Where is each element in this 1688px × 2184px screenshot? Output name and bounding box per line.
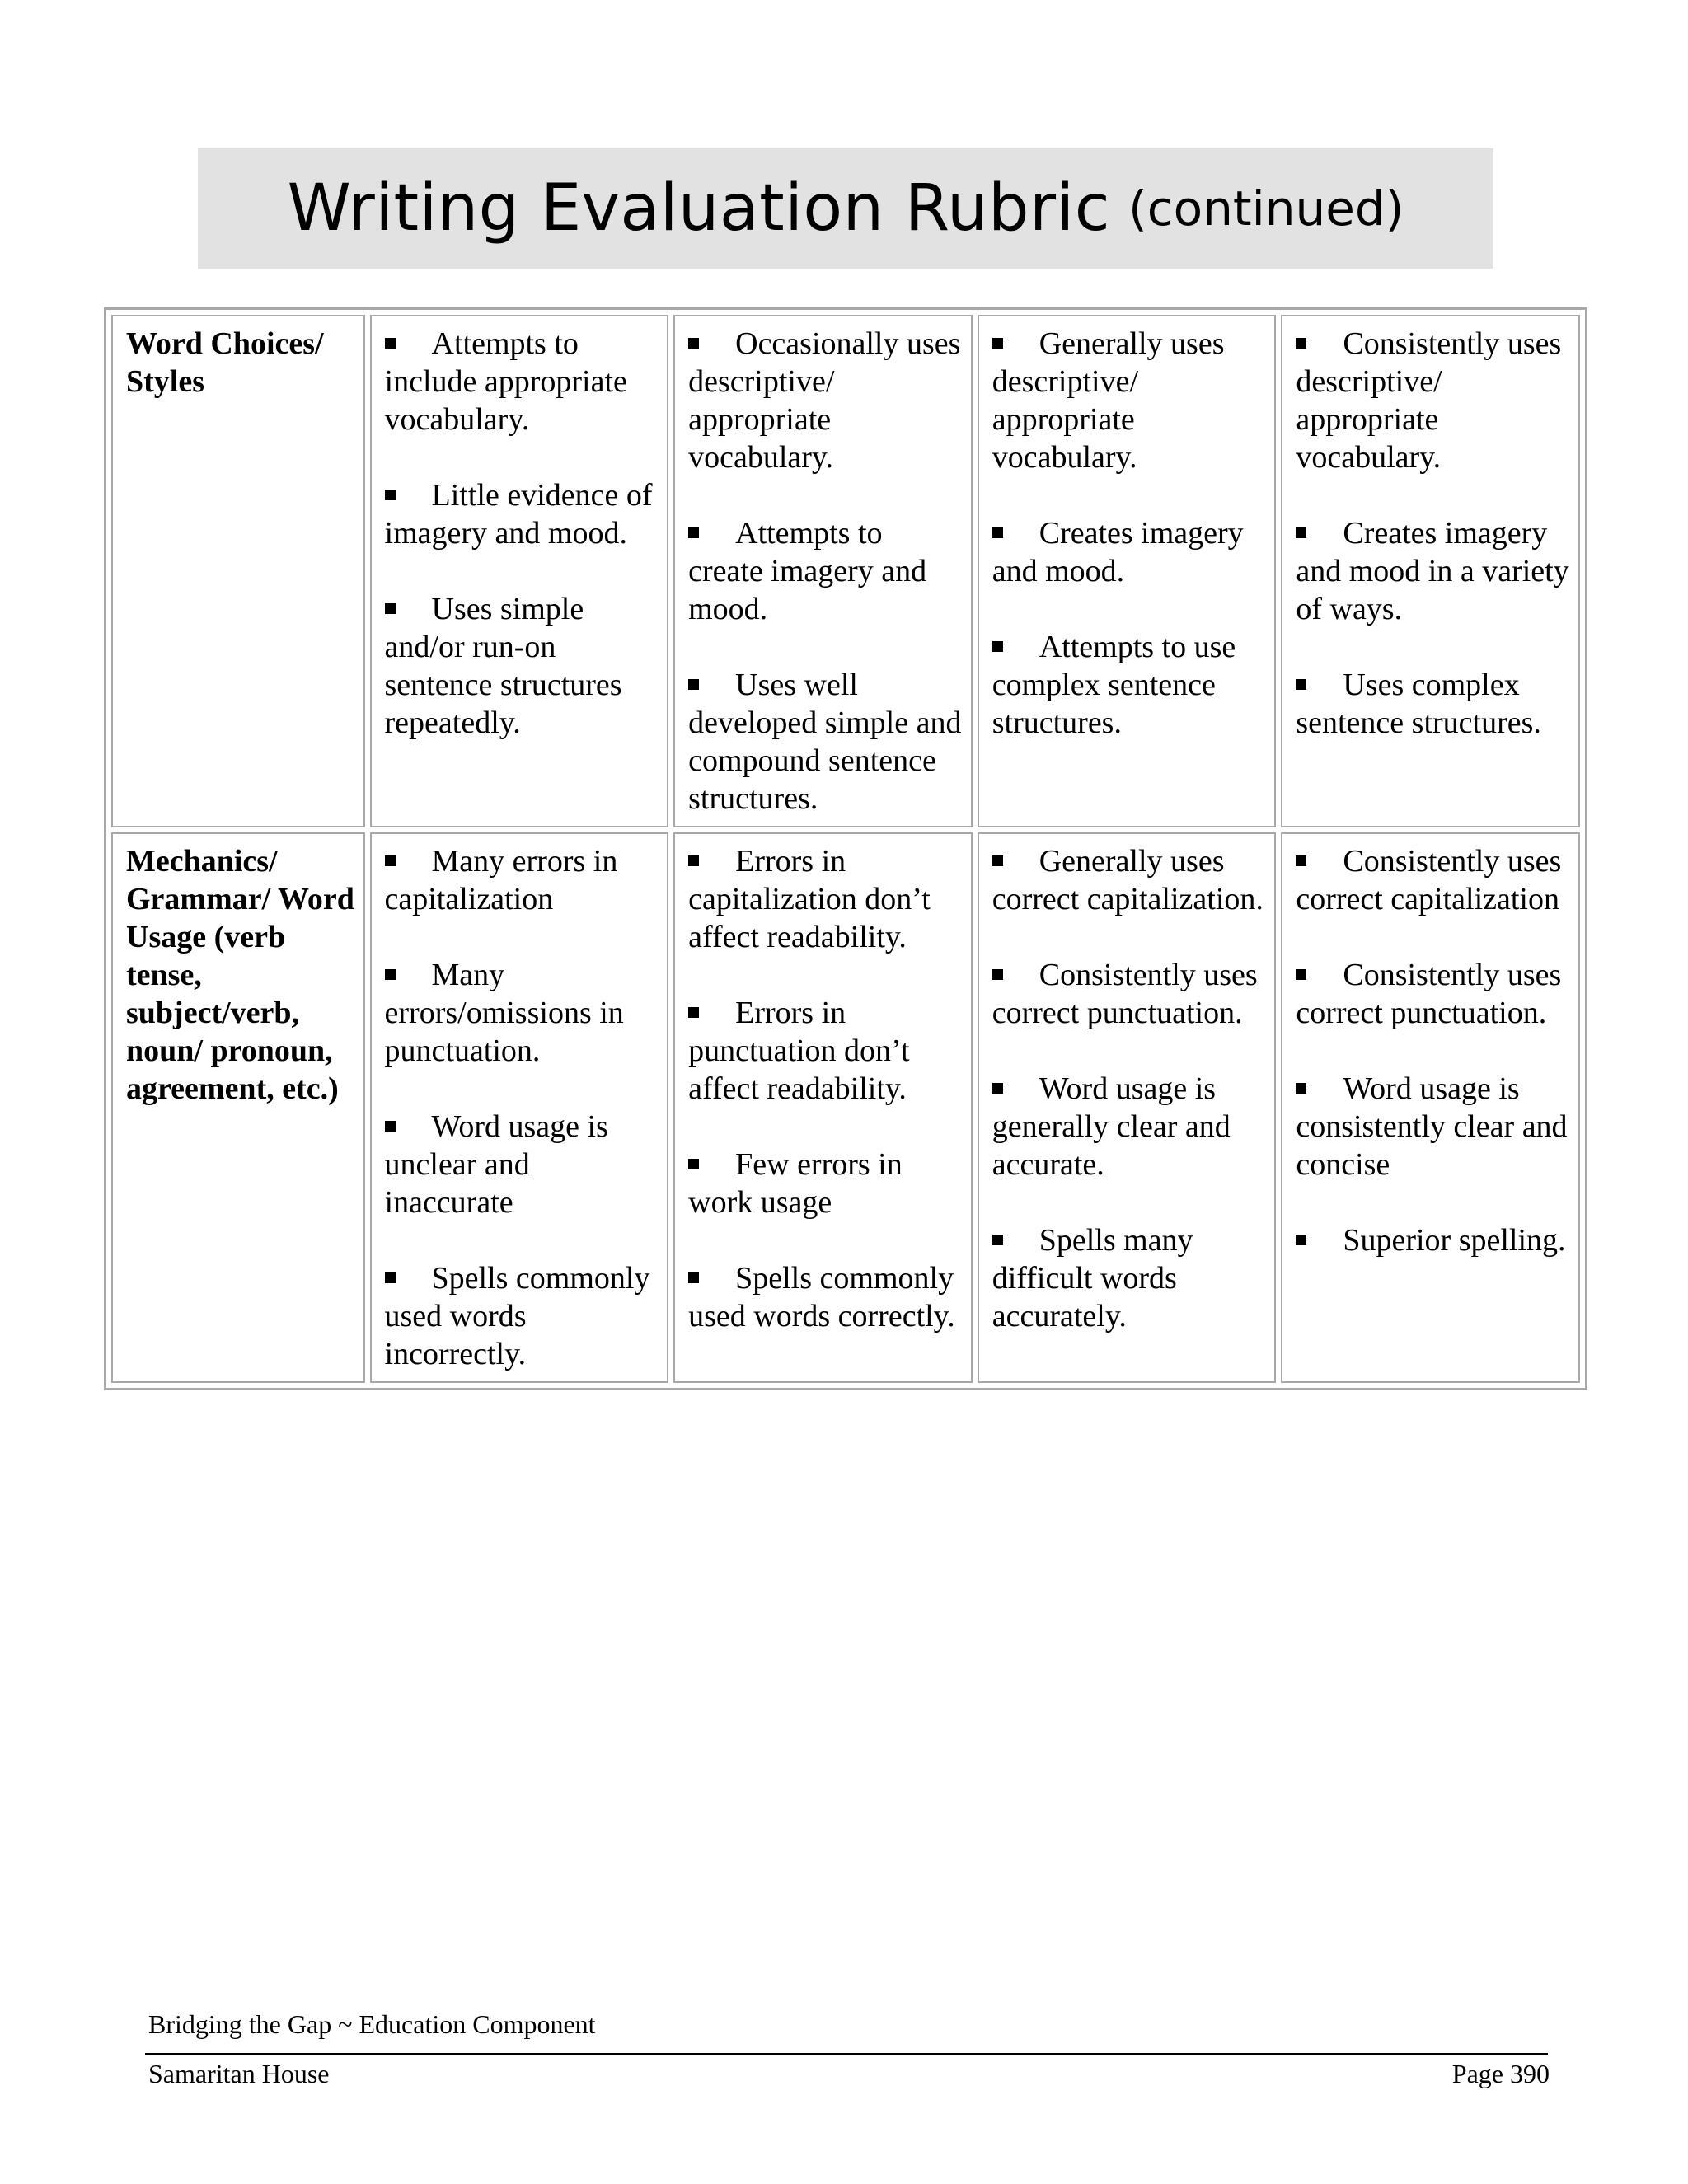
square-bullet-icon	[385, 855, 396, 866]
descriptor-text: Consistently uses correct punctuation.	[992, 958, 1258, 1030]
descriptor-item	[688, 666, 963, 818]
footer-divider	[145, 2053, 1548, 2055]
square-bullet-icon	[385, 1272, 396, 1283]
level-cell	[1281, 315, 1580, 827]
descriptor-item	[385, 956, 659, 1070]
descriptor-text: Generally uses correct capitalization.	[992, 844, 1264, 916]
descriptor-text: Word usage is generally clear and accurate.	[992, 1071, 1231, 1182]
square-bullet-icon	[992, 969, 1003, 980]
square-bullet-icon	[385, 490, 396, 500]
square-bullet-icon	[992, 1083, 1003, 1094]
descriptor-text: Many errors in capitalization	[384, 844, 618, 916]
square-bullet-icon	[1296, 527, 1306, 538]
square-bullet-icon	[688, 1159, 699, 1169]
descriptor-text: Consistently uses descriptive/ appropriate vocabulary.	[1296, 326, 1562, 475]
descriptor-item	[1296, 514, 1570, 628]
descriptor-text: Errors in capitalization don’t affect readability.	[688, 844, 931, 954]
page-title: Writing Evaluation Rubric	[287, 171, 1111, 246]
square-bullet-icon	[385, 338, 396, 349]
descriptor-item	[992, 325, 1267, 476]
rubric-row	[111, 315, 1580, 827]
descriptor-text: Attempts to include appropriate vocabulary.	[384, 326, 627, 437]
square-bullet-icon	[688, 679, 699, 690]
square-bullet-icon	[688, 338, 699, 349]
descriptor-item	[385, 476, 659, 552]
descriptor-item	[688, 325, 963, 476]
descriptor-item	[992, 628, 1267, 742]
square-bullet-icon	[992, 338, 1003, 349]
descriptor-text: Word usage is unclear and inaccurate	[384, 1109, 608, 1220]
level-cell	[978, 832, 1277, 1383]
descriptor-text: Many errors/omissions in punctuation.	[384, 958, 624, 1068]
descriptor-item	[1296, 842, 1570, 918]
level-cell	[370, 315, 669, 827]
descriptor-text: Word usage is consistently clear and concise	[1296, 1071, 1568, 1182]
criterion-cell: Word Choices/ Styles	[111, 315, 365, 827]
square-bullet-icon	[385, 1121, 396, 1132]
square-bullet-icon	[1296, 1083, 1306, 1094]
footer-row	[148, 2059, 1550, 2089]
level-cell	[370, 832, 669, 1383]
square-bullet-icon	[992, 527, 1003, 538]
descriptor-item	[1296, 666, 1570, 742]
level-cell	[673, 315, 973, 827]
level-cell	[1281, 832, 1580, 1383]
square-bullet-icon	[1296, 338, 1306, 349]
descriptor-item	[385, 1259, 659, 1373]
level-cell	[673, 832, 973, 1383]
square-bullet-icon	[688, 855, 699, 866]
descriptor-text: Errors in punctuation don’t affect readability.	[688, 996, 910, 1106]
descriptor-text: Uses complex sentence structures.	[1296, 668, 1541, 740]
descriptor-item	[992, 956, 1267, 1032]
criterion-cell: Mechanics/ Grammar/ Word Usage (verb tense, subject/verb, noun/ pronoun, agreement, etc.)	[111, 832, 365, 1383]
rubric-body	[111, 315, 1580, 1383]
square-bullet-icon	[385, 969, 396, 980]
square-bullet-icon	[992, 1235, 1003, 1245]
descriptor-item	[992, 1221, 1267, 1335]
descriptor-item	[688, 842, 963, 956]
square-bullet-icon	[992, 855, 1003, 866]
descriptor-text: Consistently uses correct punctuation.	[1296, 958, 1562, 1030]
descriptor-text: Consistently uses correct capitalization	[1296, 844, 1562, 916]
descriptor-text: Spells commonly used words incorrectly.	[384, 1261, 650, 1371]
square-bullet-icon	[1296, 679, 1306, 690]
descriptor-text: Few errors in work usage	[688, 1147, 903, 1220]
descriptor-text: Uses well developed simple and compound sentence structures.	[688, 668, 962, 816]
descriptor-item	[1296, 1221, 1570, 1259]
descriptor-item	[992, 514, 1267, 590]
descriptor-text: Spells commonly used words correctly.	[688, 1261, 955, 1333]
descriptor-text: Creates imagery and mood in a variety of ways.	[1296, 516, 1569, 626]
descriptor-item	[688, 1259, 963, 1335]
page-subtitle: (continued)	[1128, 180, 1404, 237]
footer-organization: Samaritan House	[148, 2059, 330, 2088]
title-banner	[198, 148, 1493, 269]
descriptor-item	[992, 842, 1267, 918]
rubric-table	[104, 307, 1587, 1390]
descriptor-item	[1296, 1070, 1570, 1183]
descriptor-text: Creates imagery and mood.	[992, 516, 1244, 588]
descriptor-text: Attempts to create imagery and mood.	[688, 516, 927, 626]
descriptor-item	[992, 1070, 1267, 1183]
square-bullet-icon	[992, 641, 1003, 652]
square-bullet-icon	[385, 603, 396, 614]
square-bullet-icon	[688, 527, 699, 538]
descriptor-text: Spells many difficult words accurately.	[992, 1223, 1193, 1333]
descriptor-text: Uses simple and/or run-on sentence structures repeatedly.	[384, 592, 622, 740]
square-bullet-icon	[1296, 1235, 1306, 1245]
descriptor-item	[385, 1108, 659, 1221]
descriptor-item	[688, 514, 963, 628]
square-bullet-icon	[688, 1007, 699, 1018]
descriptor-item	[385, 590, 659, 742]
footer-page-number: Page 390	[1451, 2059, 1550, 2088]
descriptor-item	[688, 1146, 963, 1221]
descriptor-item	[385, 842, 659, 918]
rubric-row	[111, 832, 1580, 1383]
descriptor-text: Generally uses descriptive/ appropriate vocabulary.	[992, 326, 1225, 475]
square-bullet-icon	[1296, 855, 1306, 866]
descriptor-item	[1296, 956, 1570, 1032]
square-bullet-icon	[1296, 969, 1306, 980]
descriptor-text: Superior spelling.	[1343, 1223, 1566, 1258]
descriptor-item	[1296, 325, 1570, 476]
descriptor-text: Attempts to use complex sentence structures.	[992, 630, 1236, 740]
descriptor-item	[385, 325, 659, 438]
footer-component: Bridging the Gap ~ Education Component	[148, 2009, 596, 2039]
level-cell	[978, 315, 1277, 827]
descriptor-item	[688, 994, 963, 1108]
descriptor-text: Little evidence of imagery and mood.	[384, 478, 653, 551]
square-bullet-icon	[688, 1272, 699, 1283]
descriptor-text: Occasionally uses descriptive/ appropriate vocabulary.	[688, 326, 961, 475]
